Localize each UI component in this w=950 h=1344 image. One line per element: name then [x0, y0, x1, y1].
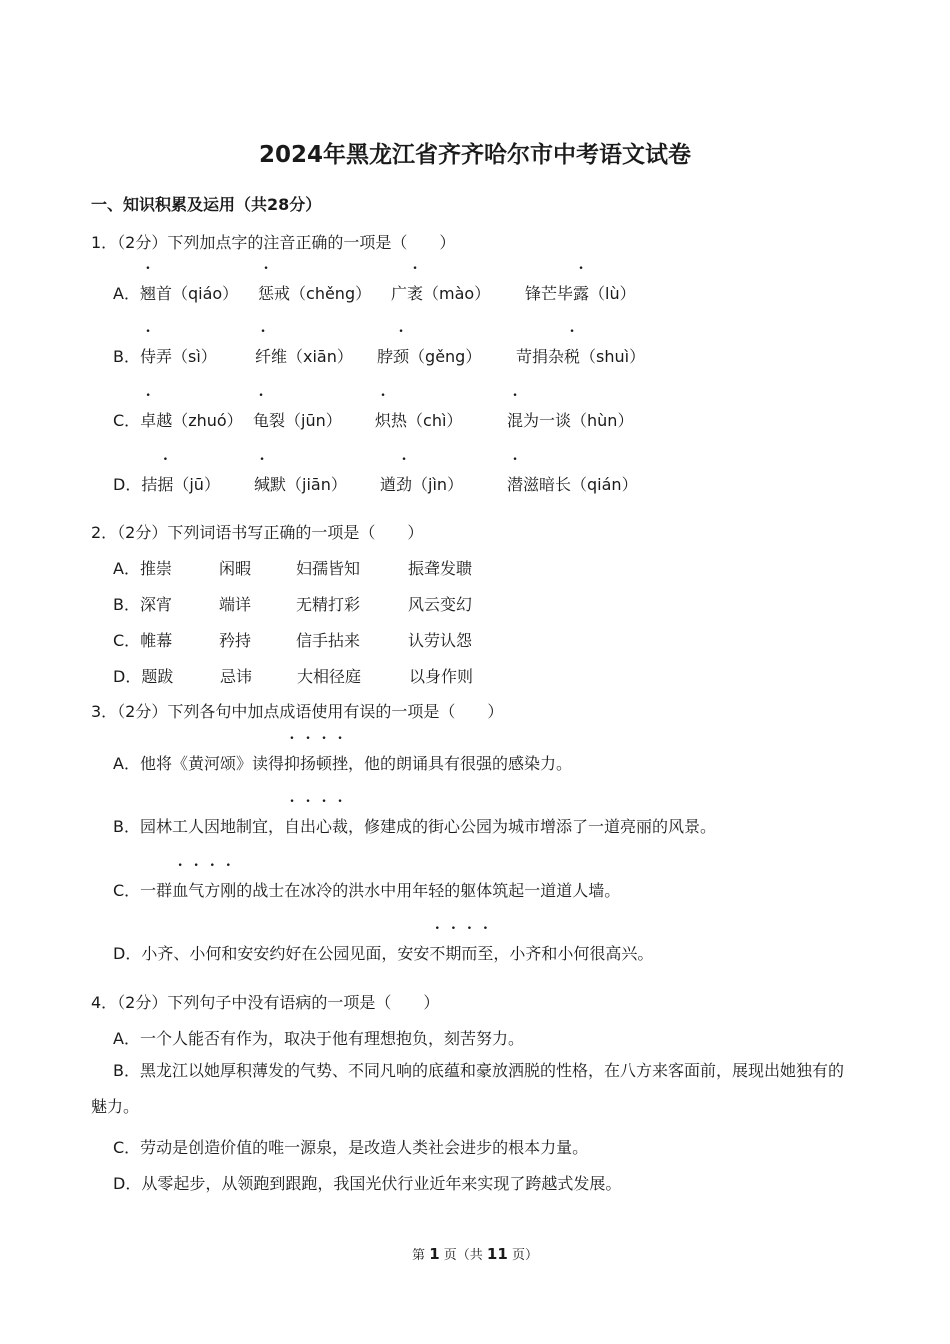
- dotted-char: 出: [300, 817, 317, 836]
- question-4-stem: 4．（2分）下列句子中没有语病的一项是（ ）: [91, 993, 440, 1012]
- dotted-idiom: [284, 754, 348, 773]
- word: 惩戒（chěng）: [258, 281, 371, 304]
- question-2-option-c: [113, 628, 473, 651]
- dotted-char: 期: [445, 944, 462, 963]
- dotted-char: 翘: [139, 284, 156, 303]
- dotted-char: 血: [172, 881, 189, 900]
- dotted-char: 挫: [332, 754, 349, 773]
- option-label: D．: [113, 667, 142, 686]
- word: 纤维（xiān）: [255, 344, 353, 367]
- word: 闲暇: [219, 559, 252, 578]
- option-label: A．: [113, 559, 140, 578]
- dotted-char: 而: [461, 944, 478, 963]
- option-label: B．: [113, 347, 140, 366]
- word: 端详: [219, 595, 252, 614]
- word: 翘首（qiáo）: [140, 284, 238, 303]
- dotted-char: 混: [507, 411, 524, 430]
- dotted-char: 顿: [315, 754, 332, 773]
- word: 认劳认怨: [408, 631, 473, 650]
- option-label: B．: [113, 595, 140, 614]
- dotted-char: 心: [316, 817, 333, 836]
- question-1-option-a: [113, 281, 636, 304]
- question-3-option-b: B．园林工人因地制宜，自出心裁，修建成的街心公园为城市增添了一道亮丽的风景。: [113, 814, 716, 837]
- dotted-char: 纤: [255, 347, 272, 366]
- word: 遒劲（jìn）: [380, 472, 463, 495]
- question-1-option-c: [113, 408, 634, 431]
- dotted-char: 不: [429, 944, 446, 963]
- word: 深宵: [139, 595, 172, 614]
- dotted-char: 气: [188, 881, 205, 900]
- word: 妇孺皆知: [296, 559, 361, 578]
- question-1-option-b: [113, 344, 646, 367]
- dotted-char: 方: [204, 881, 221, 900]
- question-2-option-b: [113, 592, 473, 615]
- dotted-char: 潜: [507, 475, 524, 494]
- word: 拮据（jū）: [141, 475, 220, 494]
- question-2-stem: 2．（2分）下列词语书写正确的一项是（ ）: [91, 523, 424, 542]
- question-4-option-a: A．一个人能否有作为，取决于他有理想抱负，刻苦努力。: [113, 1029, 524, 1048]
- dotted-idiom: [284, 817, 348, 836]
- word: 锋芒毕露（lù）: [525, 281, 636, 304]
- question-1-option-d: [113, 472, 638, 495]
- word: 振聋发聩: [408, 559, 473, 578]
- question-2-option-d: [113, 664, 474, 687]
- question-4-option-b: B．黑龙江以她厚积薄发的气势、不同凡响的底蕴和豪放洒脱的性格，在八方来客面前，展现出她独有的魅力。: [91, 1061, 844, 1116]
- dotted-char: 裁: [332, 817, 349, 836]
- option-label: C．: [113, 411, 141, 430]
- dotted-char: 自: [283, 817, 300, 836]
- dotted-char: 劲: [396, 475, 413, 494]
- dotted-char: 炽: [375, 411, 392, 430]
- dotted-char: 露: [573, 284, 590, 303]
- dotted-char: 袤: [407, 284, 424, 303]
- option-label: C．: [113, 631, 141, 650]
- dotted-char: 龟: [253, 411, 270, 430]
- word: 龟裂（jūn）: [253, 408, 342, 431]
- dotted-char: 缄: [254, 475, 271, 494]
- word: 脖颈（gěng）: [377, 344, 481, 367]
- question-4-option-c: C．劳动是创造价值的唯一源泉，是改造人类社会进步的根本力量。: [113, 1138, 589, 1157]
- dotted-char: 税: [564, 347, 581, 366]
- question-3-option-d: D．小齐、小何和安安约好在公园见面，安安不期而至，小齐和小何很高兴。: [113, 941, 653, 964]
- word: 大相径庭: [297, 667, 362, 686]
- word: 推崇: [139, 559, 172, 578]
- word: 混为一谈（hùn）: [507, 408, 633, 431]
- word: 帷幕: [140, 631, 173, 650]
- word: 炽热（chì）: [375, 408, 462, 431]
- word: 以身作则: [409, 667, 474, 686]
- dotted-char: 侍: [139, 347, 156, 366]
- question-3-option-c: C．一群血气方刚的战士在冰冷的洪水中用年轻的躯体筑起一道道人墙。: [113, 878, 620, 901]
- word: 题跋: [141, 667, 174, 686]
- option-label: D．: [113, 475, 142, 494]
- page-total: 11: [486, 1245, 508, 1263]
- word: 忌讳: [220, 667, 253, 686]
- word: 苛捐杂税（shuì）: [516, 344, 645, 367]
- dotted-char: 据: [157, 475, 174, 494]
- word: 侍弄（sì）: [140, 347, 217, 366]
- question-2-option-a: [113, 556, 473, 579]
- section-heading: 一、知识积累及运用（共28分）: [91, 195, 322, 214]
- page-title: 2024年黑龙江省齐齐哈尔市中考语文试卷: [258, 142, 691, 168]
- dotted-char: 卓: [140, 411, 157, 430]
- word: 矜持: [219, 631, 252, 650]
- word: 缄默（jiān）: [254, 472, 347, 495]
- question-3-stem: 3．（2分）下列各句中加点成语使用有误的一项是（ ）: [91, 702, 504, 721]
- word: 广袤（mào）: [391, 281, 490, 304]
- dotted-char: 至: [477, 944, 494, 963]
- dotted-char: 惩: [258, 284, 275, 303]
- word: 潜滋暗长（qián）: [507, 472, 638, 495]
- question-3-option-a: A．他将《黄河颂》读得抑扬顿挫，他的朗诵具有很强的感染力。: [113, 751, 572, 774]
- word: 卓越（zhuó）: [140, 411, 243, 430]
- dotted-idiom: [429, 944, 493, 963]
- page-number: 1: [429, 1245, 440, 1263]
- dotted-char: 扬: [299, 754, 316, 773]
- page-footer: 第 1 页（共 11 页）: [412, 1245, 538, 1263]
- word: 风云变幻: [408, 595, 473, 614]
- option-label: A．: [113, 284, 140, 303]
- word: 无精打彩: [296, 595, 361, 614]
- word: 信手拈来: [296, 631, 361, 650]
- question-4-option-d: D．从零起步，从领跑到跟跑，我国光伏行业近年来实现了跨越式发展。: [113, 1174, 622, 1193]
- dotted-char: 刚: [220, 881, 237, 900]
- dotted-char: 颈: [393, 347, 410, 366]
- dotted-idiom: [172, 881, 236, 900]
- dotted-char: 抑: [283, 754, 300, 773]
- question-1-stem: 1．（2分）下列加点字的注音正确的一项是（ ）: [91, 233, 456, 252]
